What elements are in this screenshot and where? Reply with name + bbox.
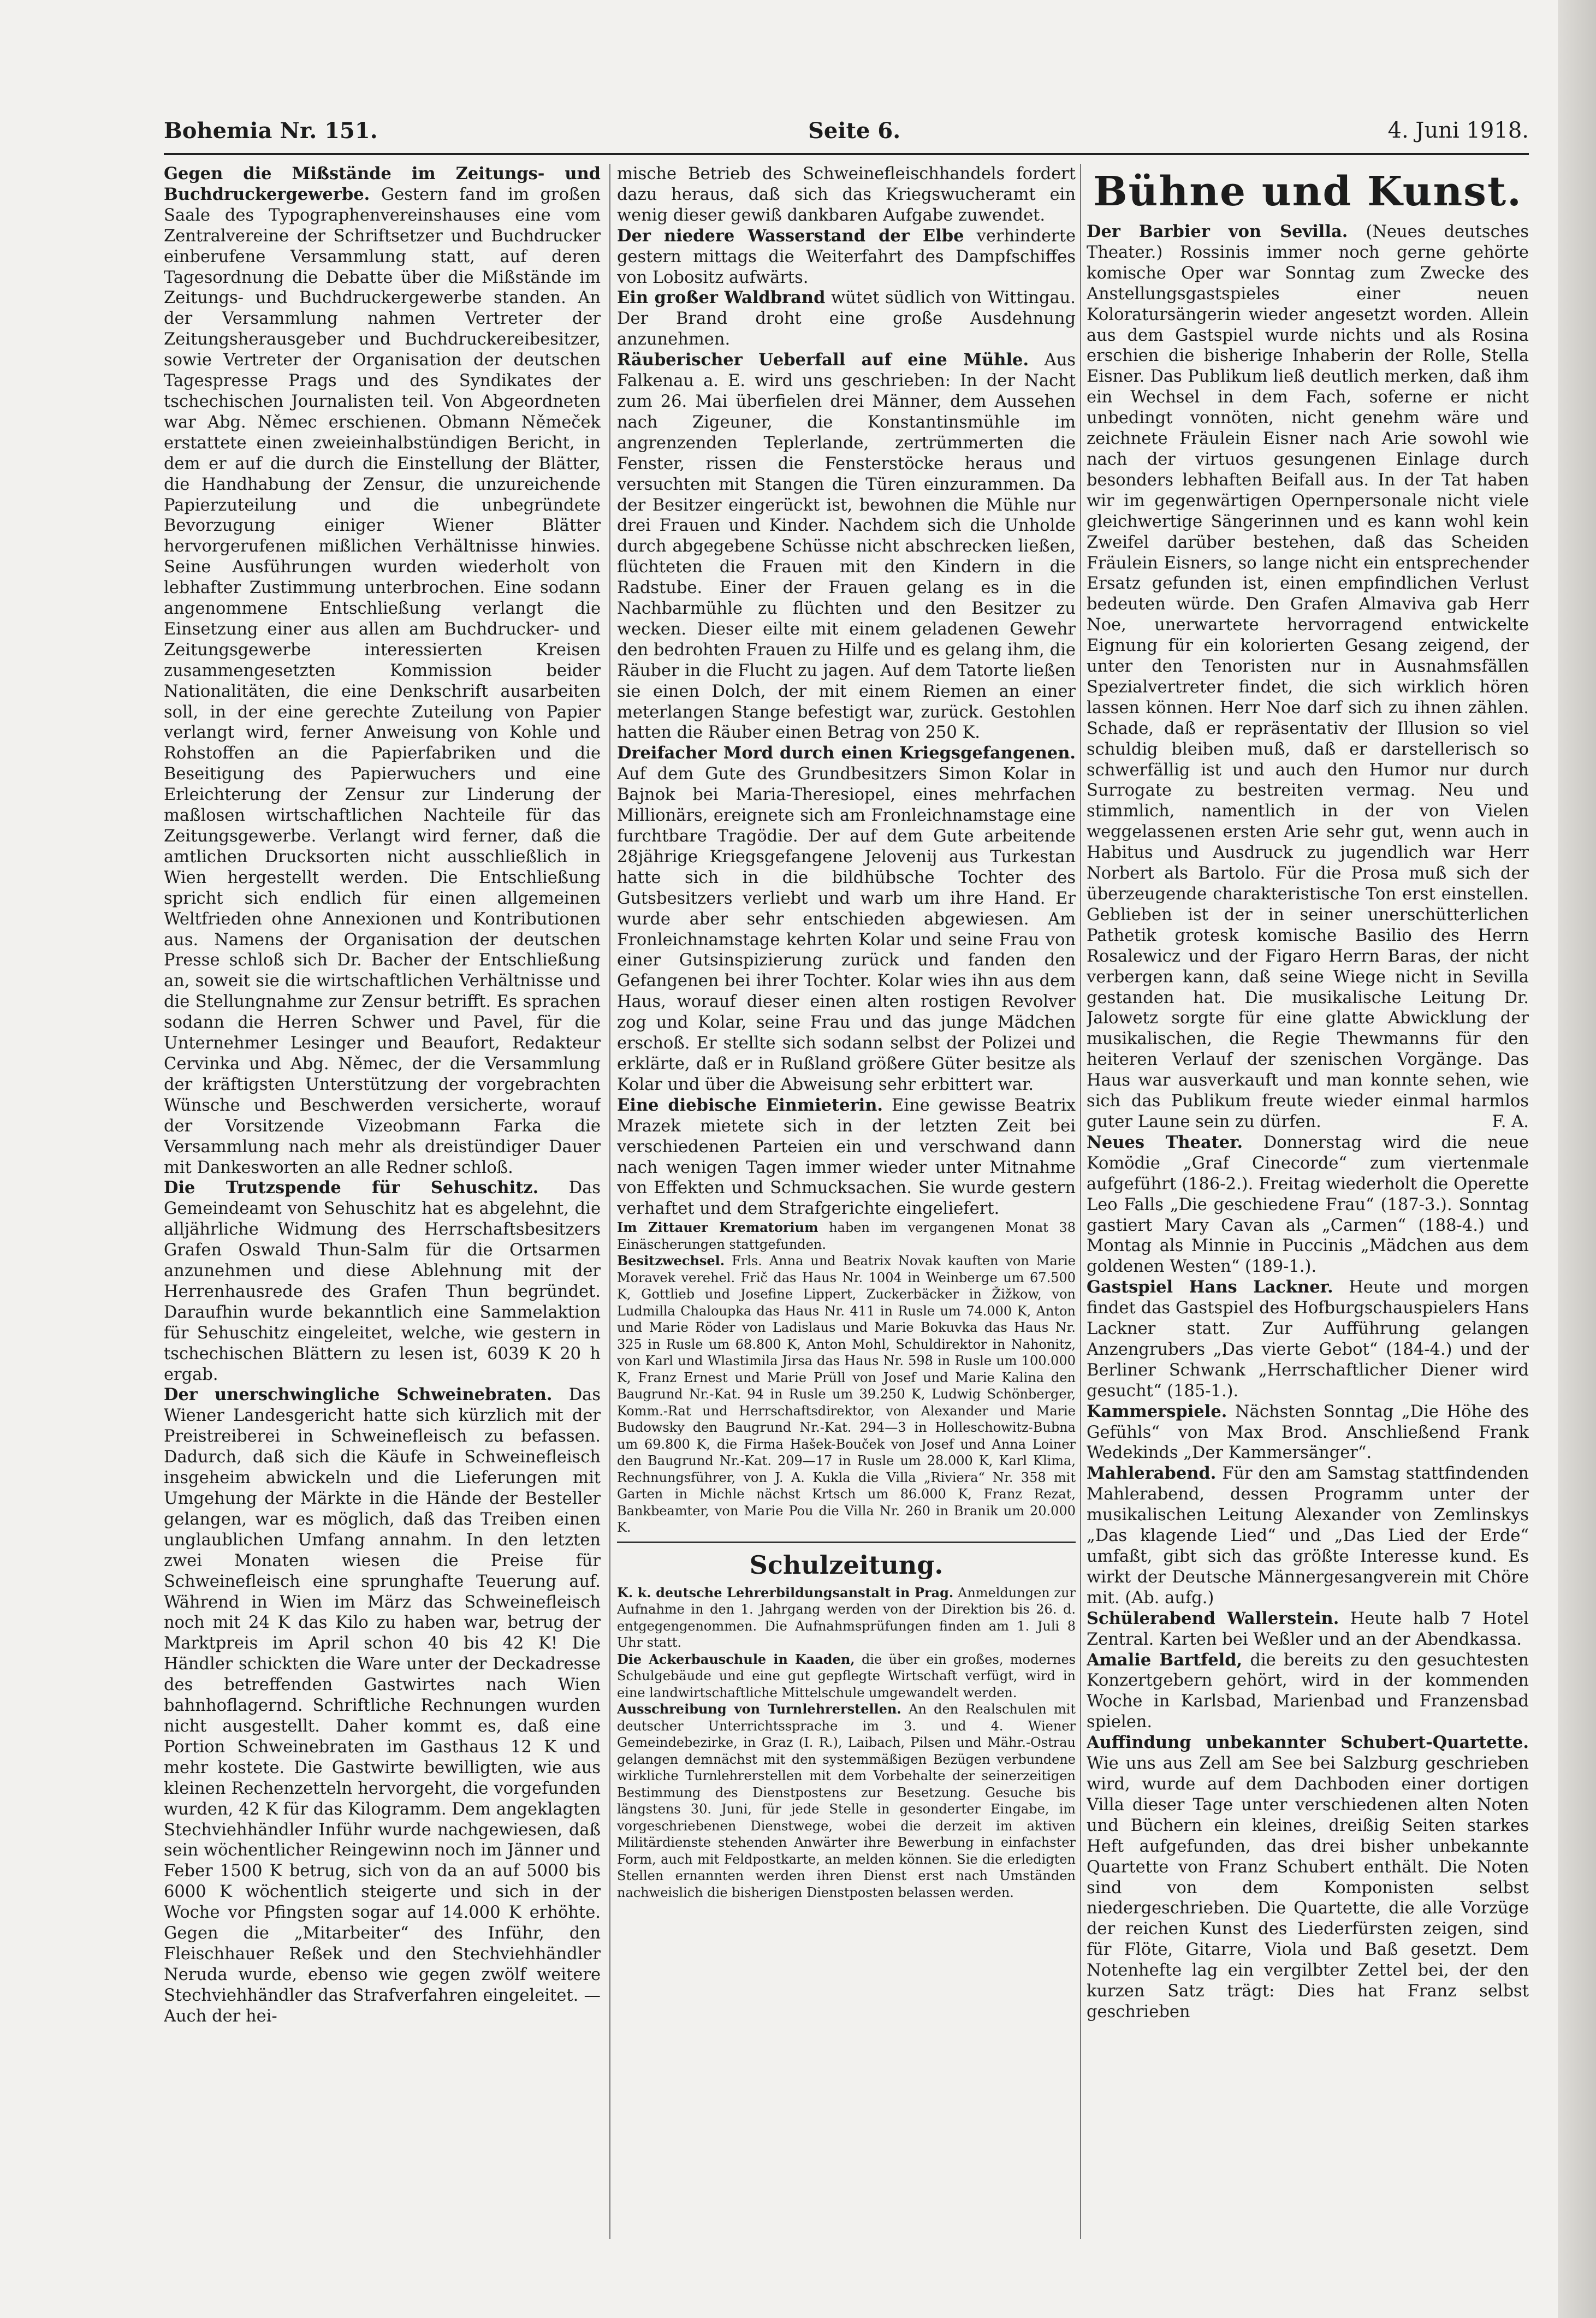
- article: [617, 1253, 1076, 1536]
- article: [164, 1385, 601, 2026]
- article: [617, 288, 1076, 350]
- article: [617, 743, 1076, 1095]
- article-signature: F. A.: [1492, 1112, 1529, 1131]
- article-headline: Der unerschwingliche Schweinebraten.: [164, 1385, 553, 1405]
- article-continuation: mische Betrieb des Schweinefleischhandels fordert dazu heraus, daß sich das Kriegswucheramt ein wenig dieser gewiß dankbaren Aufgabe zuwendet.: [617, 164, 1076, 225]
- article: [164, 164, 601, 1178]
- article: [1087, 1133, 1529, 1277]
- page-edge-shadow: [1558, 0, 1596, 2318]
- article-headline: Kammerspiele.: [1087, 1401, 1227, 1421]
- school-notices: [617, 1585, 1076, 1901]
- article: [1087, 1402, 1529, 1464]
- article-headline: Gastspiel Hans Lackner.: [1087, 1277, 1333, 1297]
- article: [617, 1651, 1076, 1702]
- article-body: die über ein großes, modernes Schulgebäude und eine gut gepflegte Wirtschaft verfügt, wird in eine landwirtschaftliche Mittelschule umgewandelt werden.: [617, 1651, 1076, 1700]
- header-issue: Bohemia Nr. 151.: [164, 118, 378, 144]
- article-headline: Schülerabend Wallerstein.: [1087, 1608, 1339, 1628]
- article-body: Auf dem Gute des Grundbesitzers Simon Kolar in Bajnok bei Maria-Theresiopel, eines mehrfachen Millionärs, ereignete sich am Fronleichnamstage eine furchtbare Tragödie. Der auf dem Gute arbeitende 28jährige Kriegsgefangene Jelovenij aus Turkestan hatte sich in die bildhübsche Tochter des Gutsbesitzers verliebt und warb um ihre Hand. Er wurde aber sehr entschieden abgewiesen. Am Fronleichnamstage kehrten Kolar und seine Frau von einer Gutsinspizierung zurück und fanden den Gefangenen bei ihrer Tochter. Kolar wies ihn aus dem Haus, worauf dieser einen alten rostigen Revolver zog und Kolar, seine Frau und das junge Mädchen erschoß. Er stellte sich sodann selbst der Polizei und erklärte, daß er in Rußland größere Güter besitze als Kolar und über die Abweisung sehr erbittert war.: [617, 764, 1076, 1094]
- article-headline: Ausschreibung von Turnlehrerstellen.: [617, 1701, 901, 1717]
- article: [617, 1585, 1076, 1651]
- article-headline: Der Barbier von Sevilla.: [1087, 222, 1348, 241]
- article-body: An den Realschulen mit deutscher Unterrichtssprache im 3. und 4. Wiener Gemeindebezirke, in Graz (I. R.), Laibach, Pilsen und Mähr.-Ostrau gelangen demnächst mit den systemmäßigen Bezügen verbundene wirkliche Turnlehrerstellen mit dem Vorbehalte der seinerzeitigen Bestimmung des Dienstpostens zur Besetzung. Gesuche bis längstens 30. Juni, für jede Stelle in gesonderter Eingabe, im vorgeschriebenen Dienstwege, wobei die derzeit im aktiven Militärdienste stehenden Anwärter ihre Bewerbung in einfachster Form, auch mit Feldpostkarte, an melden können. Sie die erledigten Stellen ernannten werden ihren Dienst erst nach Umständen nachweislich die bisherigen Dienstposten belassen werden.: [617, 1702, 1076, 1900]
- article: [1087, 222, 1529, 1133]
- article-body: (Neues deutsches Theater.) Rossinis immer noch gerne gehörte komische Oper war Sonntag zum Zwecke des Anstellungsgastspieles einer neuen Koloratursängerin wieder angesetzt worden. Allein aus dem Gastspiel wurde nichts und als Rosina erschien die bisherige Inhaberin der Rolle, Stella Eisner. Das Publikum ließ deutlich merken, daß ihm ein Wechsel in dem Fach, soferne er nicht unbedingt vonnöten, nicht genehm wäre und zeichnete Fräulein Eisner nach Arie sowohl wie nach der virtuos gesungenen Einlage durch besonders lebhaften Beifall aus. In der Tat haben wir im gegenwärtigen Opernpersonale nicht viele gleichwertige Sängerinnen und es kann wohl kein Zweifel darüber bestehen, daß das Scheiden Fräulein Eisners, so lange nicht ein entsprechender Ersatz gefunden ist, einen empfindlichen Verlust bedeuten würde. Den Grafen Almaviva gab Herr Noe, unerwartete hervorragend entwickelte Eignung für ein kolorierten Gesang zeigend, der unter den Tenoristen nur in Ausnahmsfällen Spezialvertreter findet, die sich wirklich hören lassen können. Herr Noe darf sich zu ihnen zählen. Schade, daß er repräsentativ der Illusion so viel schuldig bleiben muß, daß er darstellerisch so schwerfällig ist und auch den Humor nur durch Surrogate zu bestreiten vermag. Neu und stimmlich, namentlich in der von Vielen weggelassenen ersten Arie sehr gut, wenn auch in Habitus und Ausdruck zu jugendlich war Herr Norbert als Bartolo. Für die Prosa muß sich der überzeugende charakteristische Ton erst einstellen. Geblieben ist der in seiner unerschütterlichen Pathetik grotesk komische Basilio des Herrn Rosalewicz und der Figaro Herrn Baras, der nicht verbergen kann, daß seine Wiege nicht in Sevilla gestanden hat. Die musikalische Leitung Dr. Jalowetz sorgte für eine glatte Abwicklung der musikalischen, die Regie Thewmanns für den heiteren Verlauf der szenischen Vorgänge. Das Haus war ausverkauft und man konnte sehen, wie sich das Publikum freute wieder einmal harmlos guter Laune sein zu dürfen.: [1087, 222, 1529, 1131]
- article-body: Für den am Samstag stattfindenden Mahlerabend, dessen Programm unter der musikalischen Leitung Alexander von Zemlinskys „Das klagende Lied“ und „Das Lied der Erde“ umfaßt, gibt sich das größte Interesse kund. Es wirkt der Deutsche Männergesangverein mit Chöre mit. (Ab. aufg.): [1087, 1464, 1529, 1608]
- article-headline: Räuberischer Ueberfall auf eine Mühle.: [617, 350, 1029, 370]
- column-1: [164, 164, 601, 2239]
- article-body: Heute halb 7 Hotel Zentral. Karten bei Weßler und an der Abendkassa.: [1087, 1609, 1529, 1649]
- small-notices: [617, 1219, 1076, 1536]
- article-body: die bereits zu den gesuchtesten Konzertgebern gehört, wird in der kommenden Woche in Karlsbad, Marienbad und Franzensbad spielen.: [1087, 1650, 1529, 1732]
- article: [1087, 1733, 1529, 2023]
- article-headline: Die Ackerbauschule in Kaaden,: [617, 1651, 855, 1667]
- article-body: Gestern fand im großen Saale des Typographenvereinshauses eine vom Zentralvereine der Schriftsetzer und Buchdrucker einberufene Versammlung statt, auf deren Tagesordnung die Debatte über die Mißstände im Zeitungs- und Buchdruckergewerbe standen. An der Versammlung nahmen Vertreter der Zeitungsherausgeber und Buchdruckereibesitzer, sowie Vertreter der Organisation der deutschen Tagespresse Prags und des Syndikates der tschechischen Journalisten teil. Von Abgeordneten war Abg. Němec erschienen. Obmann Němeček erstattete einen zweieinhalbstündigen Bericht, in dem er auf die durch die Einstellung der Blätter, die Handhabung der Zensur, die unzureichende Papierzuteilung und die unbegründete Bevorzugung einiger Wiener Blätter hervorgerufenen mißlichen Verhältnisse hinwies. Seine Ausführungen wurden wiederholt von lebhafter Zustimmung unterbrochen. Eine sodann angenommene Entschließung verlangt die Einsetzung einer aus allen am Buchdrucker- und Zeitungsgewerbe interessierten Kreisen zusammengesetzten Kommission beider Nationalitäten, die eine Denkschrift ausarbeiten soll, in der eine gerechte Zuteilung von Papier verlangt wird, ferner Anweisung von Kohle und Rohstoffen an die Papierfabriken und die Beseitigung des Papierwuchers und eine Erleichterung der Zensur zur Linderung der maßlosen wirtschaftlichen Nachteile für das Zeitungsgewerbe. Verlangt wird ferner, daß die amtlichen Drucksorten nicht ausschließlich in Wien hergestellt werden. Die Entschließung spricht sich endlich für einen allgemeinen Weltfrieden ohne Annexionen und Kontributionen aus. Namens der Organisation der deutschen Presse schloß sich Dr. Bacher der Entschließung an, soweit sie die wirtschaftlichen Verhältnisse und die Stellungnahme zur Zensur betrifft. Es sprachen sodann die Herren Schwer und Pavel, für die Unternehmer Lesinger und Beaufort, Redakteur Cervinka und Abg. Němec, der die Versammlung der kräftigsten Unterstützung der vorgebrachten Wünsche und Beschwerden versicherte, worauf der Vorsitzende Vizeobmann Farka die Versammlung nach mehr als dreistündiger Dauer mit Dankesworten an alle Redner schloß.: [164, 185, 601, 1177]
- section-title-schulzeitung: Schulzeitung.: [749, 1550, 944, 1580]
- article-body: Heute und morgen findet das Gastspiel des Hofburgschauspielers Hans Lackner statt. Zur Aufführung gelangen Anzengrubers „Das vierte Gebot“ (184-4.) und der Berliner Schwank „Herrschaftlicher Diener wird gesucht“ (185-1.).: [1087, 1278, 1529, 1401]
- article: [1087, 1463, 1529, 1608]
- article: [617, 226, 1076, 288]
- article-headline: Dreifacher Mord durch einen Kriegsgefangenen.: [617, 743, 1076, 763]
- column-3: [1087, 164, 1529, 2239]
- article-headline: K. k. deutsche Lehrerbildungsanstalt in Prag.: [617, 1584, 954, 1600]
- article-body: Das Gemeindeamt von Sehuschitz hat es abgelehnt, die alljährliche Widmung des Herrschaftsbesitzers Grafen Oswald Thun-Salm für die Ortsarmen anzunehmen und diese Ablehnung mit der Herrenhausrede des Grafen Thun begründet. Daraufhin wurde bekanntlich eine Sammelaktion für Sehuschitz eingeleitet, welche, wie gestern in tschechischen Blättern zu lesen ist, 6039 K 20 h ergab.: [164, 1178, 601, 1384]
- column-rule-1: [609, 164, 610, 2239]
- article-body: verhinderte gestern mittags die Weiterfahrt des Dampfschiffes von Lobositz aufwärts.: [617, 226, 1076, 287]
- article-headline: Amalie Bartfeld,: [1087, 1650, 1243, 1670]
- article-headline: Eine diebische Einmieterin.: [617, 1095, 883, 1115]
- article: [617, 1701, 1076, 1901]
- article-headline: Mahlerabend.: [1087, 1463, 1217, 1484]
- header-date: 4. Juni 1918.: [1387, 118, 1529, 143]
- article-headline: Ein großer Waldbrand: [617, 288, 826, 308]
- column-2: [617, 164, 1076, 2239]
- article-headline: Gegen die Mißstände im Zeitungs- und Buchdruckergewerbe.: [164, 164, 601, 204]
- article-body: Frls. Anna und Beatrix Novak kauften von Marie Moravek verehel. Frič das Haus Nr. 1004 in Weinberge um 67.500 K, Gottlieb und Josefine Lippert, Zuckerbäcker in Žižkow, von Ludmilla Chaloupka das Haus Nr. 411 in Rusle um 74.000 K, Anton und Marie Röder von Ladislaus und Marie Bokuvka das Haus Nr. 325 in Rusle um 68.800 K, Anton Mohl, Schuldirektor in Nahonitz, von Karl und Wlastimila Jirsa das Haus Nr. 598 in Rusle um 100.000 K, Franz Ernest und Marie Prüll von Josef und Marie Kalina den Baugrund Nr.-Kat. 94 in Rusle um 39.250 K, Ludwig Schönberger, Komm.-Rat und Herrschaftsdirektor, von Alexander und Marie Budowsky den Baugrund Nr.-Kat. 294—3 in Holleschowitz-Bubna um 69.800 K, die Firma Hašek-Bouček von Josef und Anna Loiner den Baugrund Nr.-Kat. 209—17 in Rusle um 28.000 K, Karl Klima, Rechnungsführer, von J. A. Kukla die Villa „Riviera“ Nr. 358 mit Garten in Michle nächst Krtsch um 86.000 K, Franz Rezat, Bankbeamter, von Marie Pou die Villa Nr. 260 in Branik um 20.000 K.: [617, 1253, 1076, 1536]
- article: [617, 350, 1076, 743]
- header-page-number: Seite 6.: [808, 118, 901, 144]
- article-body: Eine gewisse Beatrix Mrazek mietete sich in der letzten Zeit bei verschiedenen Parteien ein und verschwand dann nach wenigen Tagen immer wieder unter Mitnahme von Effekten und Schmucksachen. Sie wurde gestern verhaftet und dem Strafgerichte eingeliefert.: [617, 1095, 1076, 1219]
- article-headline: Neues Theater.: [1087, 1132, 1243, 1152]
- article-headline: Der niedere Wasserstand der Elbe: [617, 226, 964, 246]
- page-header: [164, 118, 1529, 151]
- article-headline: Auffindung unbekannter Schubert-Quartette.: [1087, 1733, 1529, 1753]
- article: [617, 1219, 1076, 1253]
- section-rule: [617, 1542, 1076, 1543]
- article-headline: Die Trutzspende für Sehuschitz.: [164, 1178, 539, 1198]
- article-body: Donnerstag wird die neue Komödie „Graf Cinecorde“ zum viertenmale aufgeführt (186-2.). Freitag wiederholt die Operette Leo Falls „Die geschiedene Frau“ (187-3.). Sonntag gastiert Mary Cavan als „Carmen“ (188-4.) und Montag als Minnie in Puccinis „Mädchen aus dem goldenen Westen“ (189-1.).: [1087, 1133, 1529, 1277]
- article: [164, 1178, 601, 1385]
- article-body: Anmeldungen zur Aufnahme in den 1. Jahrgang werden von der Direktion bis 26. d. entgegengenommen. Die Aufnahmsprüfungen finden am 1. Juli 8 Uhr statt.: [617, 1585, 1076, 1651]
- article: [1087, 1277, 1529, 1401]
- article-body: haben im vergangenen Monat 38 Einäscherungen stattgefunden.: [617, 1220, 1076, 1252]
- article-body: Wie uns aus Zell am See bei Salzburg geschrieben wird, wurde auf dem Dachboden einer dortigen Villa dieser Tage unter verschiedenen alten Noten und Büchern ein kleines, dreißig Seiten starkes Heft aufgefunden, das drei bisher unbekannte Quartette von Franz Schubert enthält. Die Noten sind von dem Komponisten selbst niedergeschrieben. Die Quartette, die alle Vorzüge der reichen Kunst des Liederfürsten zeigen, sind für Flöte, Gitarre, Viola und Baß gesetzt. Dem Notenhefte lag ein vergilbter Zettel bei, der den kurzen Satz trägt: Dies hat Franz selbst geschrieben: [1087, 1754, 1529, 2021]
- article: [1087, 1650, 1529, 1733]
- article-body: wütet südlich von Wittingau. Der Brand droht eine große Ausdehnung anzunehmen.: [617, 288, 1076, 349]
- article-body: Nächsten Sonntag „Die Höhe des Gefühls“ von Max Brod. Anschließend Frank Wedekinds „Der Kammersänger“.: [1087, 1402, 1529, 1463]
- header-rule: [164, 153, 1529, 155]
- article-body: Das Wiener Landesgericht hatte sich kürzlich mit der Preistreiberei in Schweinefleisch zu befassen. Dadurch, daß sich die Käufe in Schweinefleisch insgeheim abwickeln und die Lieferungen mit Umgehung der Märkte in die Hände der Besteller gelangen, war es möglich, daß das Treiben einen unglaublichen Umfang annahm. In den letzten zwei Monaten wiesen die Preise für Schweinefleisch eine sprunghafte Teuerung auf. Während in Wien im März das Schweinefleisch noch mit 24 K das Kilo zu haben war, betrug der Marktpreis im April schon 40 bis 42 K! Die Händler schickten die Ware unter der Deckadresse des betreffenden Gastwirtes nach Wien bahnhoflagernd. Schriftliche Rechnungen wurden nicht ausgestellt. Daher kommt es, daß eine Portion Schweinebraten im Gasthaus 12 K und mehr kostete. Die Gastwirte bewilligten, wie aus kleinen Rechenzetteln hervorgeht, die vorgefunden wurden, 42 K für das Kilogramm. Dem angeklagten Stechviehhändler Inführ wurde nachgewiesen, daß sein wöchentlicher Reingewinn noch im Jänner und Feber 1500 K betrug, sich von da an auf 5000 bis 6000 K wöchentlich steigerte und sich in der Woche vor Pfingsten sogar auf 14.000 K erhöhte. Gegen die „Mitarbeiter“ des Inführ, den Fleischhauer Reßek und den Stechviehhändler Neruda wurde, ebenso wie gegen zwölf weitere Stechviehhändler das Strafverfahren eingeleitet. — Auch der hei-: [164, 1385, 601, 2026]
- article-headline: Im Zittauer Krematorium: [617, 1219, 818, 1236]
- column-rule-2: [1080, 164, 1081, 2239]
- section-title-buehne: Bühne und Kunst.: [1093, 168, 1522, 215]
- article-body: Aus Falkenau a. E. wird uns geschrieben: In der Nacht zum 26. Mai überfielen drei Männer, dem Aussehen nach Zigeuner, die Konstantinsmühle im angrenzenden Teplerlande, zertrümmerten die Fenster, rissen die Fensterstöcke heraus und versuchten mit Stangen die Türen einzurammen. Da der Besitzer eingerückt ist, bewohnen die Mühle nur drei Frauen und Kinder. Nachdem sich die Unholde durch abgegebene Schüsse nicht abschrecken ließen, flüchteten die Frauen mit den Kindern in die Radstube. Einer der Frauen gelang es in die Nachbarmühle zu flüchten und den Besitzer zu wecken. Dieser eilte mit einem geladenen Gewehr den bedrohten Frauen zu Hilfe und es gelang ihm, die Räuber in die Flucht zu jagen. Auf dem Tatorte ließen sie einen Dolch, der mit einem Riemen an einer meterlangen Stange befestigt war, zurück. Gestohlen hatten die Räuber einen Betrag von 250 K.: [617, 351, 1076, 743]
- article-headline: Besitzwechsel.: [617, 1253, 725, 1269]
- article: [1087, 1609, 1529, 1650]
- article: [617, 1095, 1076, 1219]
